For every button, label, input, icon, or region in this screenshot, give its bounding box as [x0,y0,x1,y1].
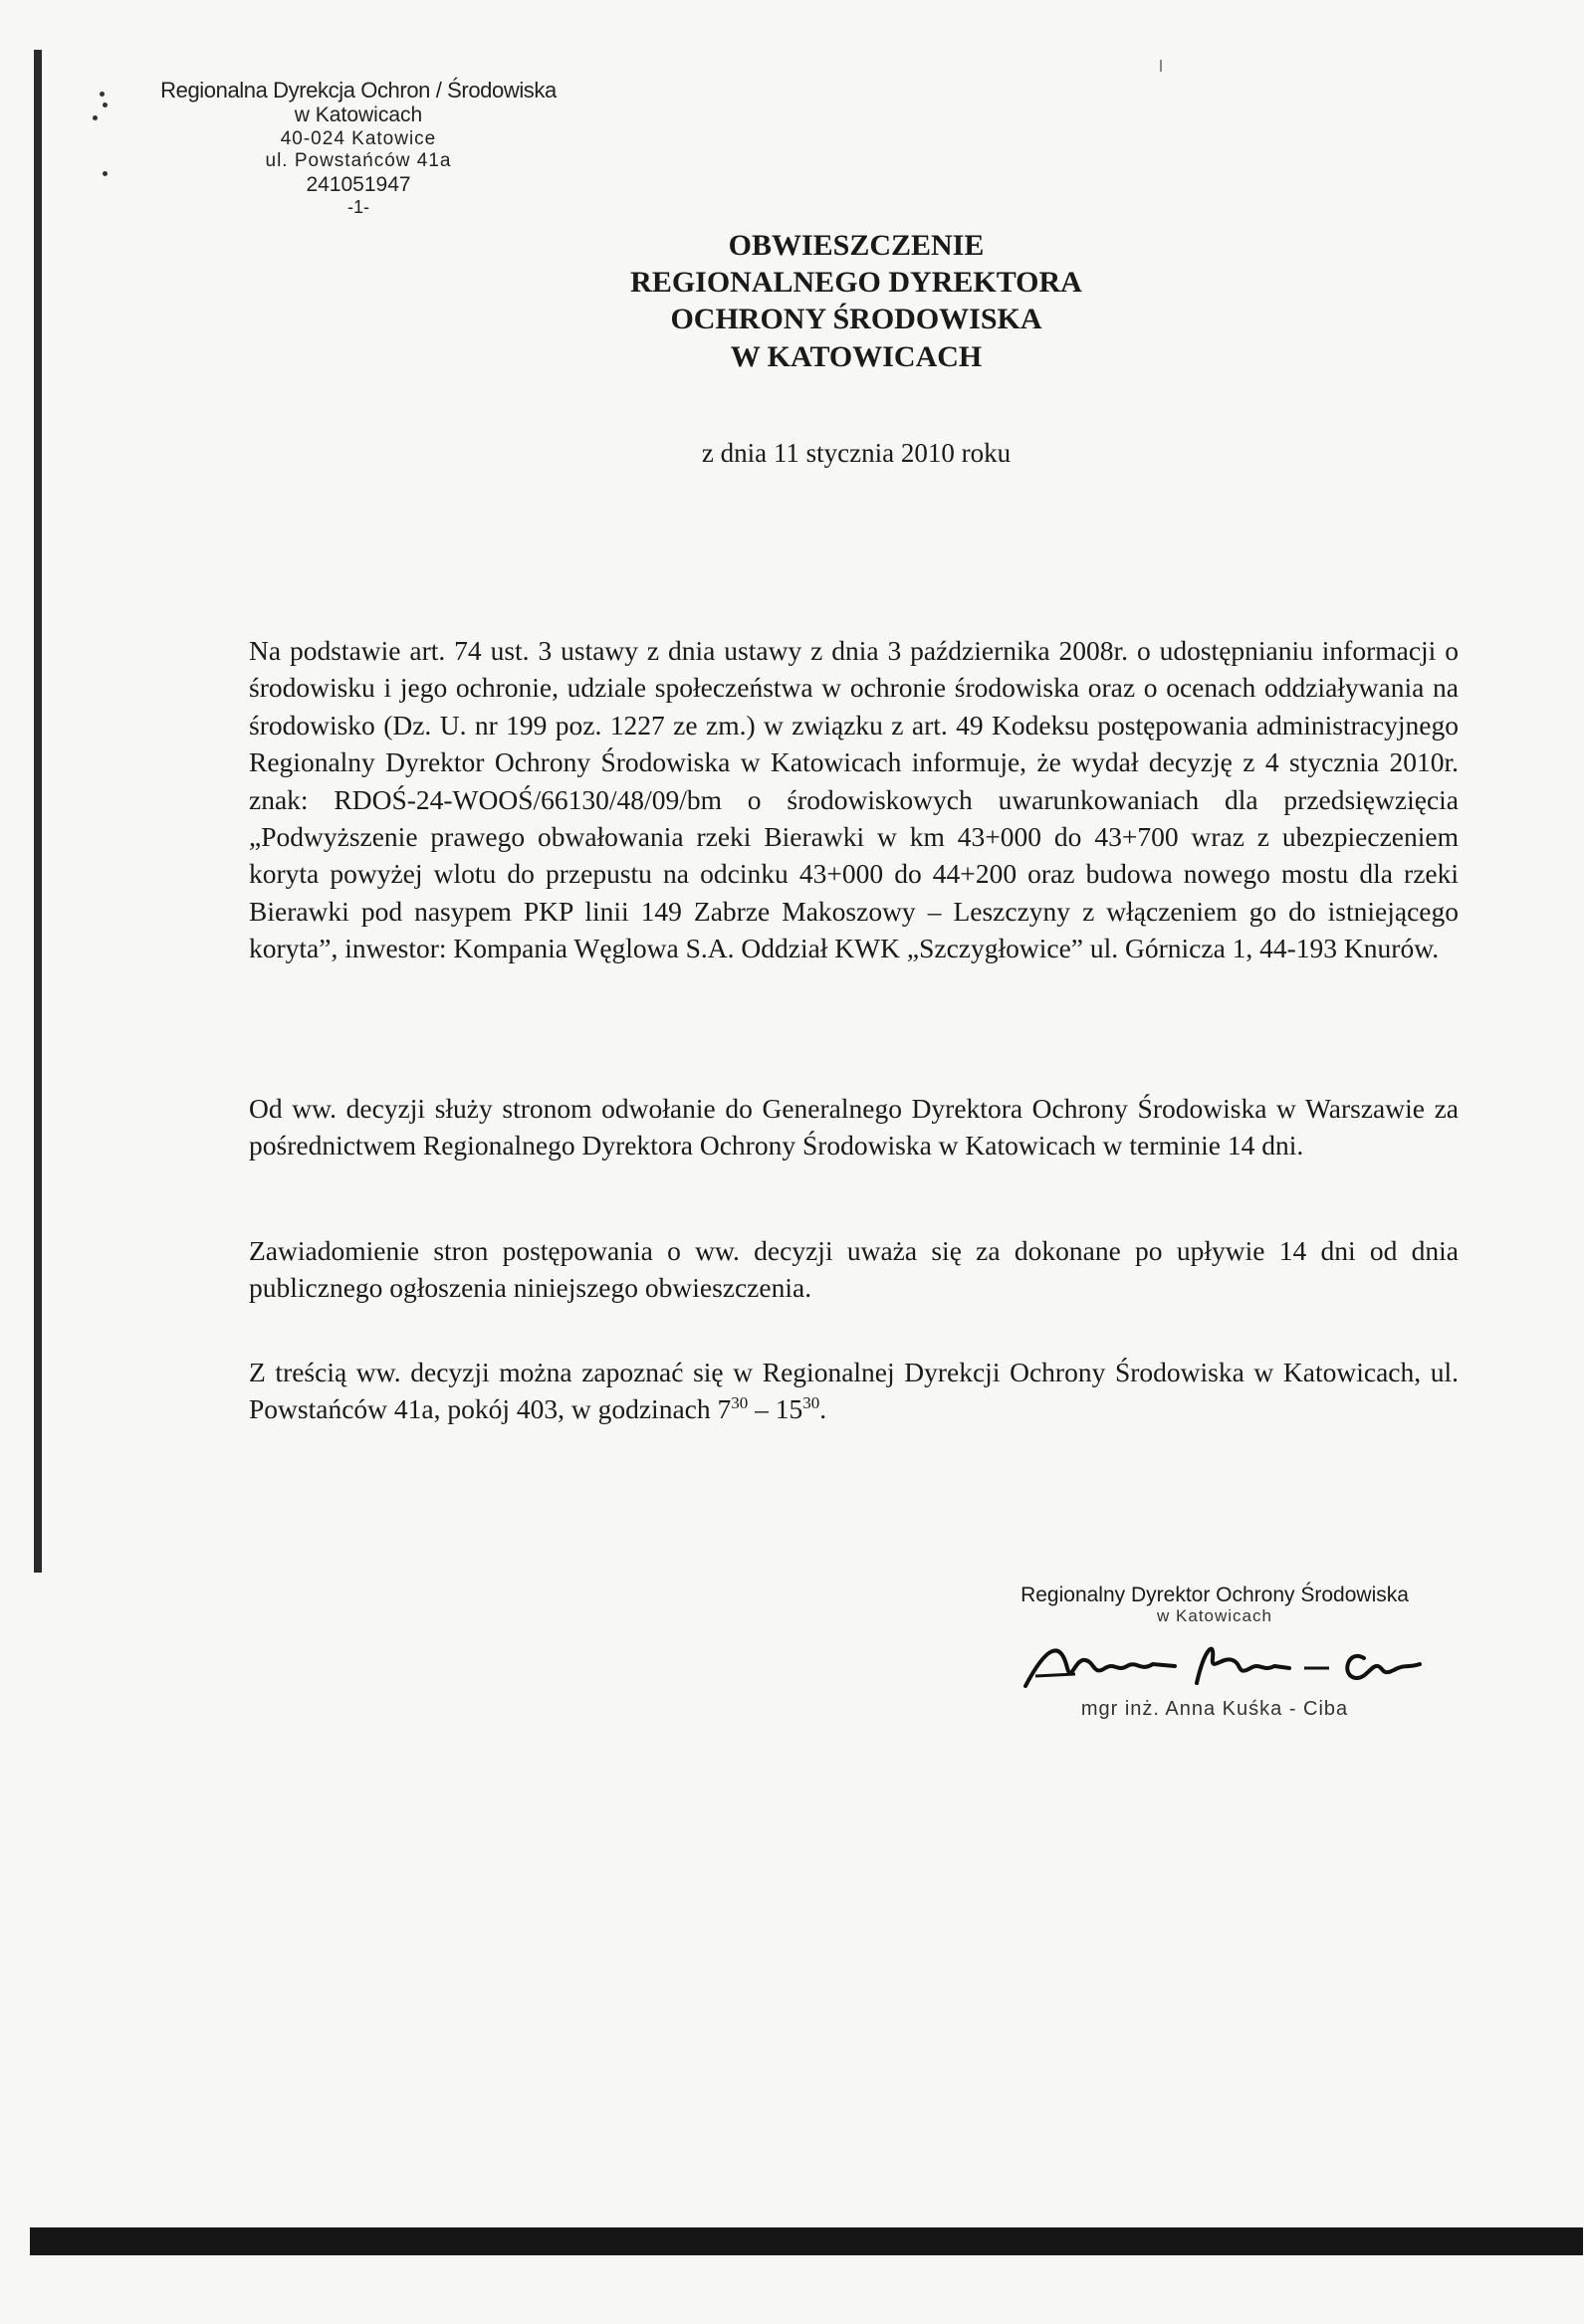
scan-dot [103,103,108,107]
paragraph-appeal: Od ww. decyzji służy stronom odwołanie do Generalnego Dyrektora Ochrony Środowiska w Warszawie za pośrednictwem Regionalnego Dyrektora Ochrony Środowiska w Katowicach w terminie 14 dni. [249,1093,1459,1162]
stamp-street: ul. Powstańców 41a [265,150,452,172]
stamp-city: w Katowicach [294,103,423,126]
heading-line: REGIONALNEGO DYREKTORA [630,266,1082,300]
handwritten-signature [1006,1628,1424,1698]
scan-edge-bottom [30,2227,1583,2255]
signatory-place: w Katowicach [1157,1606,1272,1626]
stamp-page-number: -1- [347,197,369,218]
signatory-name: mgr inż. Anna Kuśka - Ciba [1080,1697,1349,1720]
heading-line: OCHRONY ŚRODOWISKA [670,303,1042,336]
scan-edge-left [34,50,42,1573]
heading-line: W KATOWICACH [730,339,983,373]
scan-dot [93,115,98,120]
paragraph-office-hours [249,1354,1459,1428]
scan-mark [1160,60,1162,72]
hours-start-minutes: 30 [731,1393,749,1413]
hours-end: . [819,1393,827,1425]
notice-date: z dnia 11 stycznia 2010 roku [701,438,1012,468]
hours-end-minutes: 30 [802,1393,820,1413]
paragraph-decision: Na podstawie art. 74 ust. 3 ustawy z dnia ustawy z dnia 3 października 2008r. o udostępnianiu informacji o środowisku i jego ochronie, udziale społeczeństwa w ochronie środowiska oraz o ocenach oddziaływania na środowisko (Dz. U. nr 199 poz. 1227 ze zm.) w związku z art. 49 Kodeksu postępowania administracyjnego Regionalny Dyrektor Ochrony Środowiska w Katowicach informuje, że wydał decyzję z 4 stycznia 2010r. znak: RDOŚ-24-WOOŚ/66130/48/09/bm o środowiskowych uwarunkowaniach dla przedsięwzięcia „Podwyższenie prawego obwałowania rzeki Bierawki w km 43+000 do 43+700 wraz z ubezpieczeniem koryta powyżej wlotu do przepustu na odcinku 43+000 do 44+200 oraz budowa nowego mostu dla rzeki Bierawki pod nasypem PKP linii 149 Zabrze Makoszowy – Leszczyny z włączeniem go do istniejącego koryta”, inwestor: Kompania Węglowa S.A. Oddział KWK „Szczygłowice” ul. Górnicza 1, 44-193 Knurów. [249,635,1459,964]
office-stamp [139,78,577,219]
signature-block [986,1583,1444,1721]
hours-dash: – 15 [748,1393,803,1425]
scan-dot [103,171,108,176]
notice-heading [558,227,1155,375]
stamp-office-name: Regionalna Dyrekcja Ochron / Środowiska [160,78,557,103]
office-hours-text: Z treścią ww. decyzji można zapoznać się w Regionalnej Dyrekcji Ochrony Środowiska w Katowicach, ul. Powstańców 41a, pokój 403, w godzinach 7 [249,1357,1459,1425]
stamp-postal: 40-024 Katowice [280,127,437,149]
stamp-regon: 241051947 [306,172,411,196]
scan-dot [100,92,105,97]
paragraph-notification: Zawiadomienie stron postępowania o ww. decyzji uważa się za dokonane po upływie 14 dni od dnia publicznego ogłoszenia niniejszego obwieszczenia. [249,1235,1459,1304]
signatory-title: Regionalny Dyrektor Ochrony Środowiska [1020,1584,1409,1606]
heading-line: OBWIESZCZENIE [728,229,985,262]
